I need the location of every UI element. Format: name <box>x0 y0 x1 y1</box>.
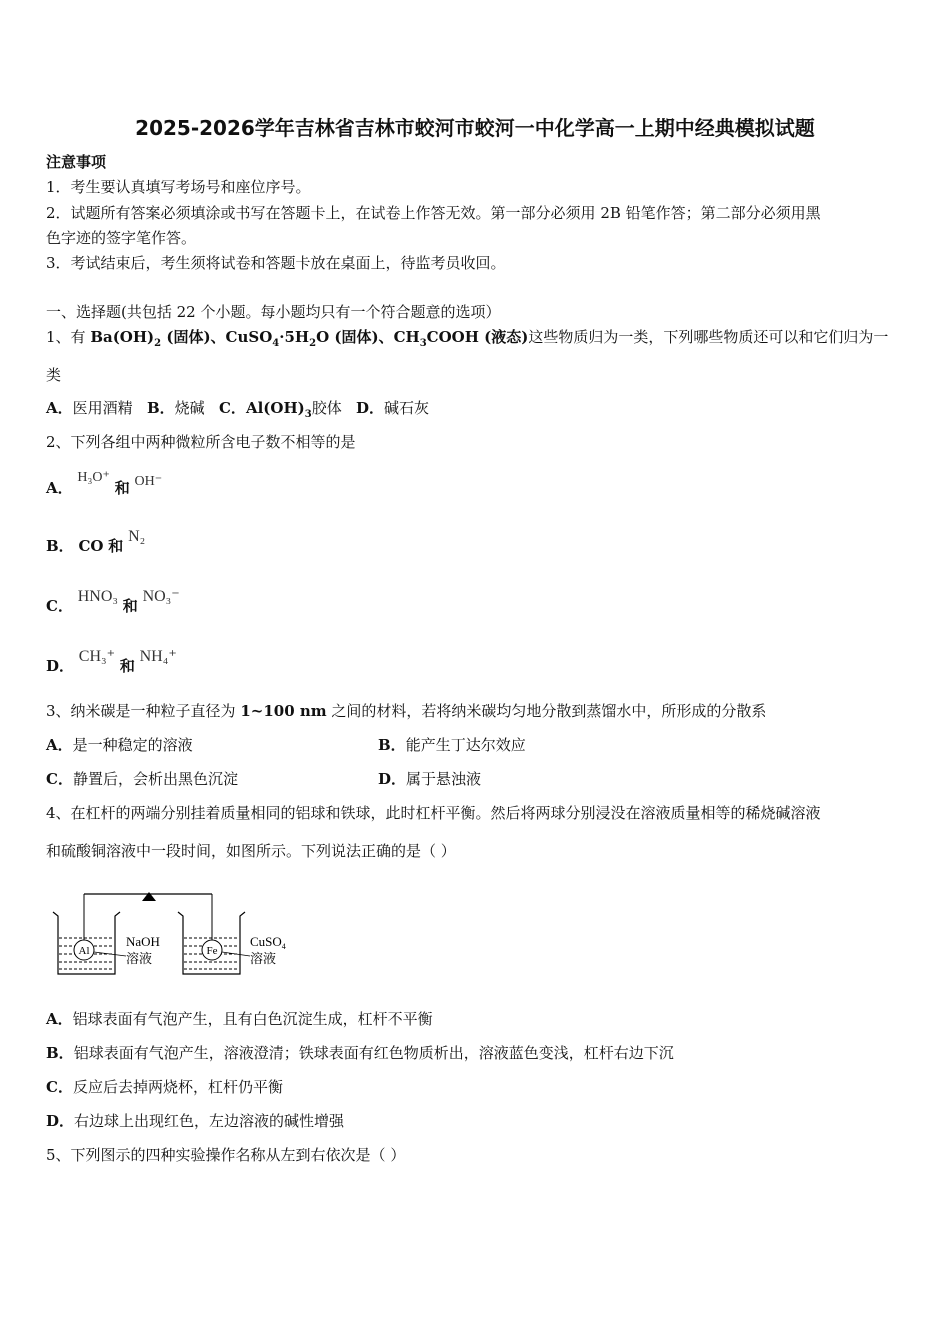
lever-beaker-figure <box>50 888 310 980</box>
naoh-label: NaOH <box>126 934 160 949</box>
q3-option-c: C．静置后，会析出黑色沉淀 <box>46 770 238 788</box>
q1-stem-cont: 类 <box>46 366 62 384</box>
q3-option-b: B．能产生丁达尔效应 <box>378 736 526 754</box>
q3-stem: 3、纳米碳是一种粒子直径为 1~100 nm 之间的材料，若将纳米碳均匀地分散到蒸馏水中，所形成的分散系 <box>46 702 767 720</box>
q2-option-c: C． HNO₃ 和 NO₃⁻ <box>46 588 180 615</box>
al-label: Al <box>78 945 90 957</box>
q4-stem-2: 和硫酸铜溶液中一段时间，如图所示。下列说法正确的是（ ） <box>46 842 456 860</box>
notice-item-3: 3．考试结束后，考生须将试卷和答题卡放在桌面上，待监考员收回。 <box>46 254 506 272</box>
q4-stem-1: 4、在杠杆的两端分别挂着质量相同的铝球和铁球，此时杠杆平衡。然后将两球分别浸没在溶液质量相等的稀烧碱溶液 <box>46 804 821 822</box>
fe-label: Fe <box>206 945 218 957</box>
notice-item-2: 2．试题所有答案必须填涂或书写在答题卡上，在试卷上作答无效。第一部分必须用 2B 铅笔作答；第二部分必须用黑 <box>46 204 821 222</box>
page-title: 2025-2026学年吉林省吉林市蛟河市蛟河一中化学高一上期中经典模拟试题 <box>135 116 815 140</box>
q2-option-d: D． CH₃⁺ 和 NH₄⁺ <box>46 648 177 675</box>
q5-stem: 5、下列图示的四种实验操作名称从左到右依次是（ ） <box>46 1146 406 1164</box>
cuso4-label: CuSO$_4$ <box>250 934 286 951</box>
section-heading: 一、选择题(共包括 22 个小题。每小题均只有一个符合题意的选项） <box>46 303 501 321</box>
notice-item-2-cont: 色字迹的签字笔作答。 <box>46 229 197 247</box>
q2-stem: 2、下列各组中两种微粒所含电子数不相等的是 <box>46 433 356 451</box>
fulcrum-icon <box>142 892 156 901</box>
q4-option-d: D．右边球上出现红色，左边溶液的碱性增强 <box>46 1112 345 1130</box>
notice-item-1: 1．考生要认真填写考场号和座位序号。 <box>46 178 311 196</box>
q3-option-d: D．属于悬浊液 <box>378 770 482 788</box>
q2-option-a: A． H₃O⁺ 和 OH⁻ <box>46 470 163 497</box>
solution-label-2: 溶液 <box>250 951 277 966</box>
q3-option-a: A．是一种稳定的溶液 <box>46 736 193 754</box>
q4-option-b: B．铝球表面有气泡产生，溶液澄清；铁球表面有红色物质析出，溶液蓝色变浅，杠杆右边下沉 <box>46 1044 674 1062</box>
q2-option-b: B． CO 和 N₂ <box>46 528 146 555</box>
notice-heading: 注意事项 <box>46 153 107 171</box>
q1-stem: 1、有 $Ba(OH)_2$ (固体)、$CuSO_4\cdot 5H_2O$ (固体)、$CH_3COOH$ (液态)这些物质归为一类，下列哪些物质还可以和它们归为一 <box>46 328 889 349</box>
solution-label-1: 溶液 <box>126 951 153 966</box>
q4-option-c: C．反应后去掉两烧杯，杠杆仍平衡 <box>46 1078 283 1096</box>
q4-option-a: A．铝球表面有气泡产生，且有白色沉淀生成，杠杆不平衡 <box>46 1010 433 1028</box>
q1-options: A．医用酒精 B．烧碱 C．$Al(OH)_3$胶体 D．碱石灰 <box>46 399 430 420</box>
